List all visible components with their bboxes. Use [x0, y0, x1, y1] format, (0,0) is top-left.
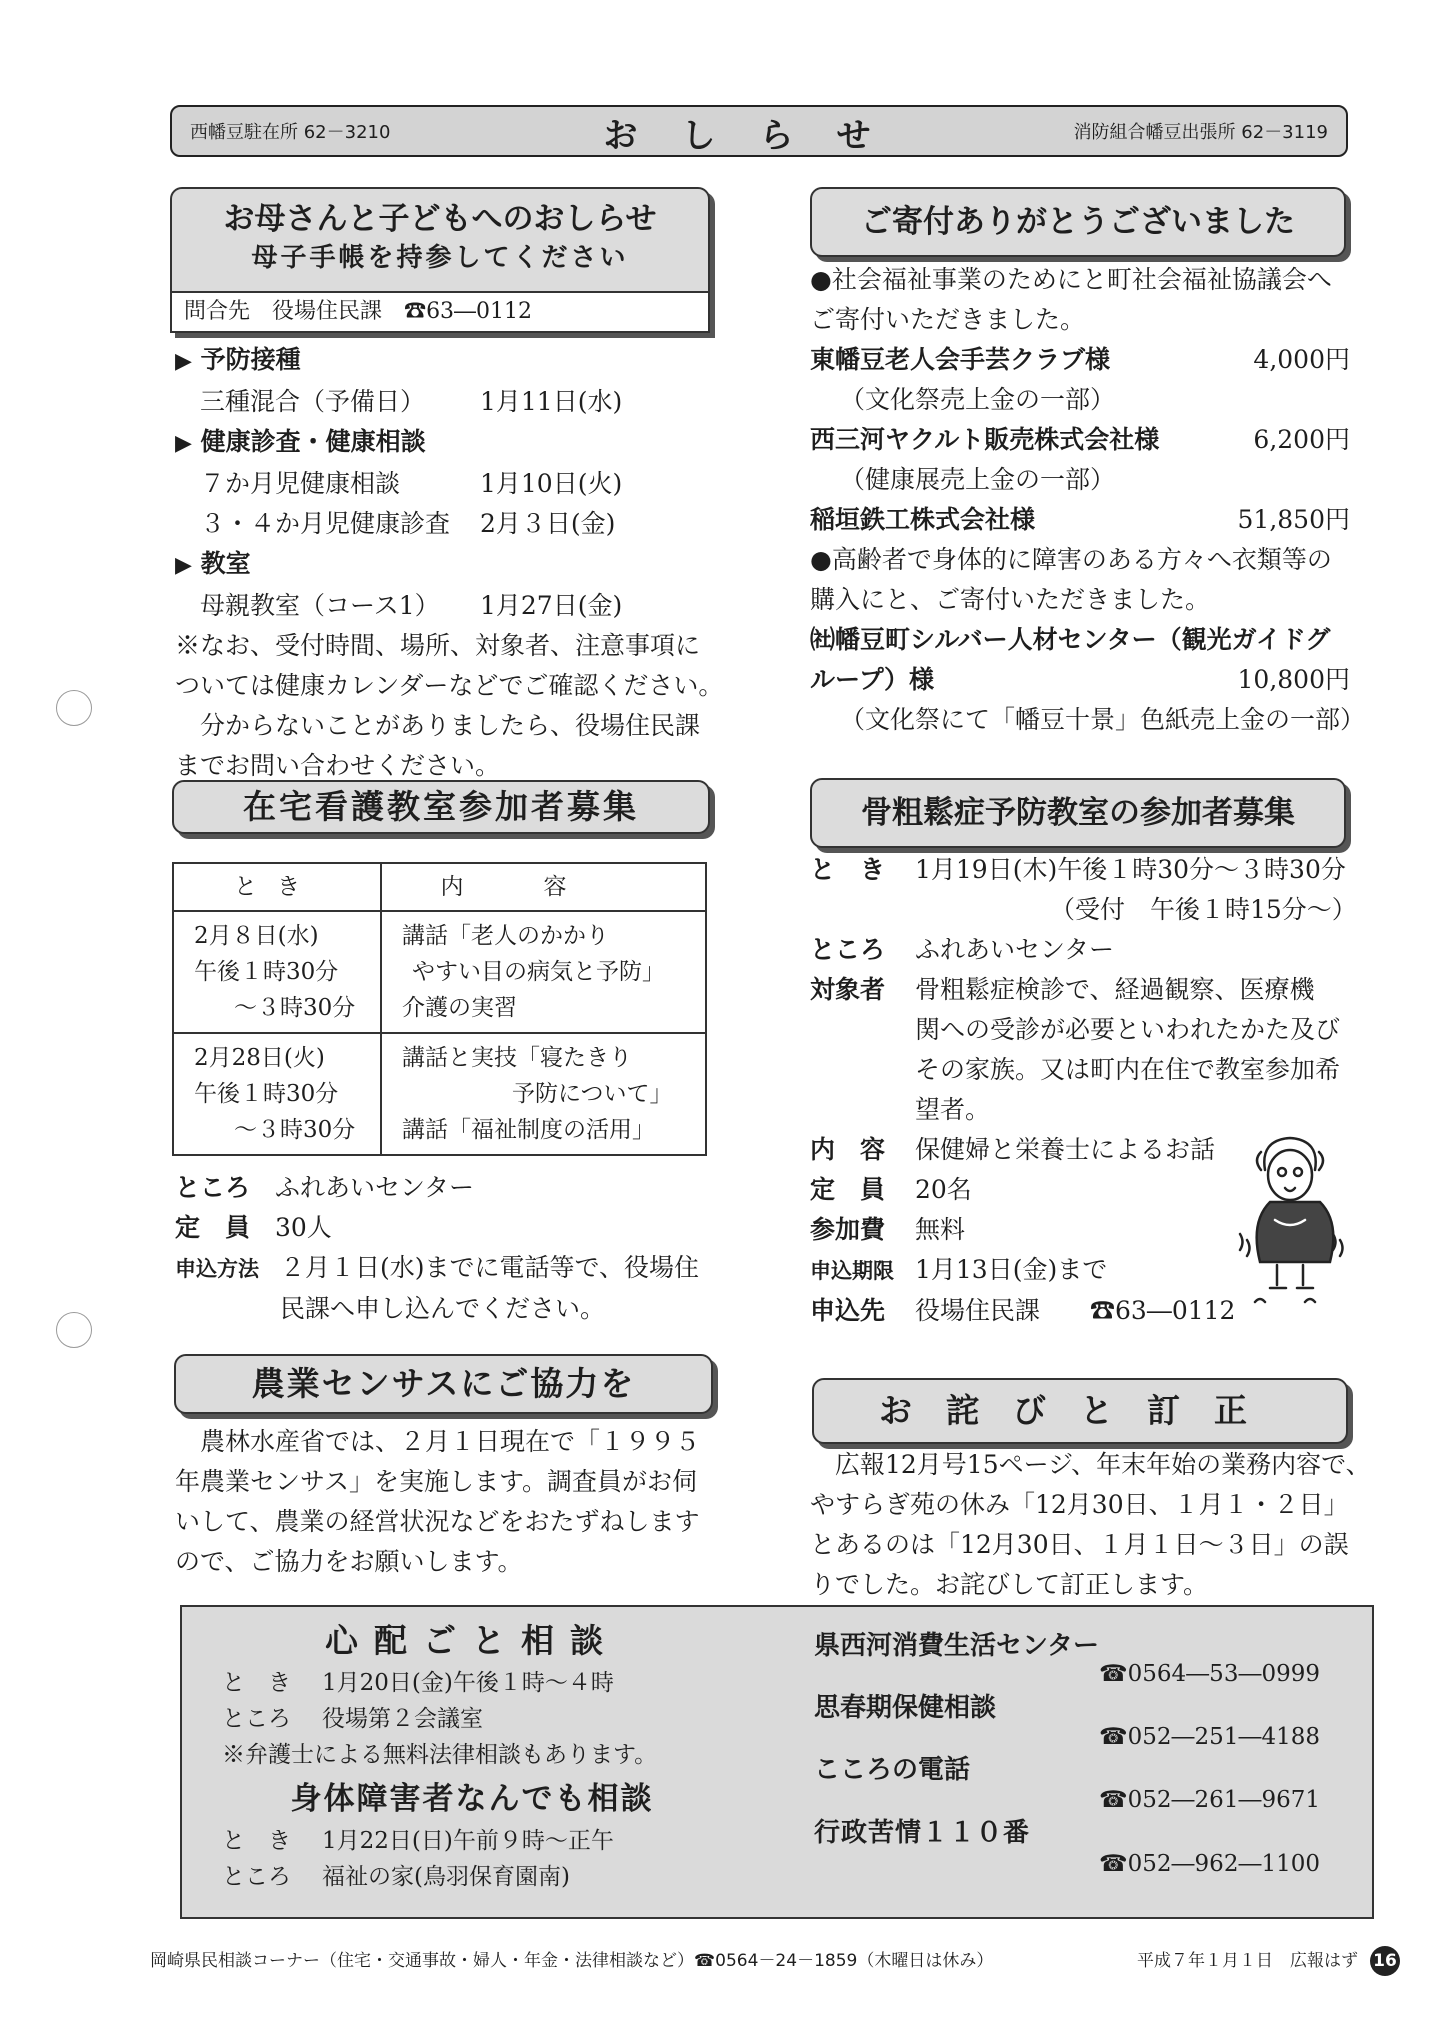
col-header-content: 内容 — [381, 863, 706, 911]
osteo-row-content: 内 容 保健婦と栄養士によるお話 — [810, 1135, 1216, 1164]
nursing-title-box — [172, 780, 710, 834]
triangle-bullet-icon: ▶ — [175, 431, 192, 456]
mother-note: までお問い合わせください。 — [175, 751, 501, 780]
osteo-row-place: ところ ふれあいセンター — [810, 935, 1115, 964]
donor-row: 東幡豆老人会手芸クラブ様 4,000円 — [810, 345, 1350, 374]
census-body — [175, 1422, 735, 1582]
census-line: いして、農業の経営状況などをおたずねします — [175, 1507, 700, 1536]
detail-row-capacity: 定 員 30人 — [175, 1213, 332, 1242]
worry-consult-details — [222, 1665, 657, 1773]
section-head-vaccination: ▶ 予防接種 — [175, 345, 301, 374]
triangle-bullet-icon: ▶ — [175, 553, 192, 578]
hotline-tel: ☎0564―53―0999 — [1099, 1661, 1320, 1687]
hotline-tel: ☎052―251―4188 — [1099, 1724, 1320, 1750]
apology-line: やすらぎ苑の休み「12月30日、１月１・２日」 — [810, 1490, 1349, 1519]
disability-place-row: ところ 福祉の家(鳥羽保育園南) — [222, 1864, 570, 1890]
census-line: 年農業センサス」を実施します。調査員がお伺 — [175, 1467, 698, 1496]
disability-consult-details — [222, 1823, 614, 1895]
hotline-name: 行政苦情１１０番 — [814, 1818, 1031, 1848]
census-line: ので、ご協力をお願いします。 — [175, 1547, 523, 1576]
mother-notice-box — [170, 187, 710, 333]
fire-station-phone: 消防組合幡豆出張所 62－3119 — [1073, 122, 1328, 143]
table-row — [173, 911, 706, 1033]
police-box-phone: 西幡豆駐在所 62－3210 — [190, 122, 391, 143]
mother-notice-title: お母さんと子どもへのおしらせ — [223, 201, 657, 237]
donor-note: （健康展売上金の一部） — [840, 465, 1116, 494]
binder-hole-bottom — [56, 1312, 92, 1348]
donation-intro: ご寄付いただきました。 — [810, 305, 1086, 334]
donation-intro: ●高齢者で身体的に障害のある方々へ衣類等の — [810, 545, 1332, 574]
donor-row: 西三河ヤクルト販売株式会社様 6,200円 — [810, 425, 1350, 454]
time-cell: 2月28日(火) 午後１時30分 ～３時30分 — [173, 1033, 381, 1155]
donor-row: ループ）様 10,800円 — [810, 665, 1350, 694]
table-row — [173, 1033, 706, 1155]
census-title: 農業センサスにご協力を — [251, 1364, 636, 1403]
disability-consult-title: 身体障害者なんでも相談 — [290, 1781, 654, 1817]
hotline-list — [814, 1607, 1374, 1917]
osteo-row-target: 対象者 骨粗鬆症検診で、経過観察、医療機 — [810, 975, 1315, 1004]
list-item: ７か月児健康相談 1月10日(火) — [200, 469, 623, 498]
triangle-bullet-icon: ▶ — [175, 349, 192, 374]
detail-row-place: ところ ふれあいセンター — [175, 1173, 475, 1202]
consultation-box — [180, 1605, 1374, 1919]
list-item: 三種混合（予備日） 1月11日(水) — [200, 387, 623, 416]
col-header-time: とき — [173, 863, 381, 911]
donation-body — [810, 260, 1366, 740]
osteo-row-time2: （受付 午後１時15分～） — [1050, 895, 1357, 924]
mother-note: 分からないことがありましたら、役場住民課 — [200, 711, 701, 740]
mother-note: ついては健康カレンダーなどでご確認ください。 — [175, 671, 724, 700]
disability-time-row: と き 1月22日(日)午前９時～正午 — [222, 1828, 614, 1854]
worry-place-row: ところ 役場第２会議室 — [222, 1706, 483, 1732]
apology-body — [810, 1445, 1370, 1605]
hotline-tel: ☎052―261―9671 — [1099, 1787, 1320, 1813]
footer-issue-date: 平成７年１月１日 広報はず — [1137, 1951, 1358, 1971]
contact-tel: ☎63―0112 — [404, 299, 533, 324]
nursing-details — [175, 1168, 735, 1329]
donation-intro: 購入にと、ご寄付いただきました。 — [810, 585, 1211, 614]
osteo-target-line: 望者。 — [915, 1095, 991, 1124]
donor-row: 稲垣鉄工株式会社様 51,850円 — [810, 505, 1350, 534]
detail-row-apply-cont: 民課へ申し込んでください。 — [280, 1294, 606, 1323]
donor-note: （文化祭にて「幡豆十景」色紙売上金の一部） — [840, 705, 1366, 734]
mother-contact-row — [172, 291, 708, 331]
hotline-name: こころの電話 — [814, 1755, 971, 1785]
osteo-row-capacity: 定 員 20名 — [810, 1175, 972, 1204]
census-title-box — [174, 1354, 713, 1414]
donation-title-box — [810, 187, 1346, 257]
elderly-woman-illustration — [1235, 1130, 1345, 1310]
donor-note: （文化祭売上金の一部） — [840, 385, 1116, 414]
worry-note: ※弁護士による無料法律相談もあります。 — [222, 1742, 658, 1768]
mother-notice-subtitle: 母子手帳を持参してください — [251, 243, 629, 273]
apology-title-box — [812, 1378, 1348, 1444]
section-head-checkup: ▶ 健康診査・健康相談 — [175, 427, 426, 456]
footer-consult-corner: 岡崎県民相談コーナー（住宅・交通事故・婦人・年金・法律相談など）☎0564－24－1859（木曜日は休み） — [150, 1951, 994, 1971]
time-cell: 2月８日(水) 午後１時30分 ～３時30分 — [173, 911, 381, 1033]
table-header-row — [173, 863, 706, 911]
osteo-row-deadline: 申込期限 1月13日(金)まで — [810, 1255, 1108, 1284]
list-item: ３・４か月児健康診査 2月３日(金) — [200, 509, 616, 538]
worry-consult-title: 心配ごと相談 — [325, 1621, 619, 1660]
content-cell: 講話「老人のかかり やすい目の病気と予防」 介護の実習 — [381, 911, 706, 1033]
header-bar — [170, 105, 1348, 157]
hotline-name: 思春期保健相談 — [814, 1693, 997, 1723]
donation-intro: ●社会福祉事業のためにと町社会福祉協議会へ — [810, 265, 1332, 294]
osteo-title-box — [810, 778, 1346, 848]
osteo-row-fee: 参加費 無料 — [810, 1215, 966, 1244]
apology-line: 広報12月号15ページ、年末年始の業務内容で、 — [810, 1450, 1371, 1479]
apology-line: とあるのは「12月30日、１月１日～３日」の誤 — [810, 1530, 1349, 1559]
content-cell: 講話と実技「寝たきり 予防について」 講話「福祉制度の活用」 — [381, 1033, 706, 1155]
donation-title: ご寄付ありがとうございました — [861, 204, 1295, 240]
page-number-badge: 16 — [1370, 1946, 1400, 1976]
nursing-title: 在宅看護教室参加者募集 — [243, 787, 639, 826]
page-title: おしらせ — [603, 116, 915, 156]
mother-schedule — [175, 340, 735, 786]
binder-hole-top — [56, 690, 92, 726]
contact-dept: 役場住民課 — [272, 299, 383, 324]
osteo-target-line: その家族。又は町内在住で教室参加希 — [915, 1055, 1341, 1084]
osteo-row-apply: 申込先 役場住民課 ☎63―0112 — [810, 1296, 1236, 1325]
footer — [150, 1944, 1400, 1978]
mother-note: ※なお、受付時間、場所、対象者、注意事項に — [175, 631, 701, 660]
donor-name: ㈳幡豆町シルバー人材センター（観光ガイドグ — [810, 625, 1331, 654]
census-line: 農林水産省では、２月１日現在で「１９９５ — [175, 1427, 701, 1456]
apology-title: お詫びと訂正 — [879, 1391, 1281, 1430]
hotline-name: 県西河消費生活センター — [814, 1631, 1099, 1661]
contact-label: 問合先 — [184, 299, 251, 324]
apology-line: りでした。お詫びして訂正します。 — [810, 1570, 1209, 1599]
section-head-class: ▶ 教室 — [175, 549, 251, 578]
nursing-schedule-table — [172, 862, 707, 1156]
detail-row-apply: 申込方法 ２月１日(水)までに電話等で、役場住 — [175, 1253, 700, 1282]
worry-time-row: と き 1月20日(金)午後１時～４時 — [222, 1670, 614, 1696]
osteo-title: 骨粗鬆症予防教室の参加者募集 — [861, 795, 1295, 831]
osteo-target-line: 関への受診が必要といわれたかた及び — [915, 1015, 1341, 1044]
hotline-tel: ☎052―962―1100 — [1099, 1851, 1320, 1877]
osteo-row-time: と き 1月19日(木)午後１時30分～３時30分 — [810, 855, 1346, 884]
list-item: 母親教室（コース1） 1月27日(金) — [200, 591, 623, 620]
